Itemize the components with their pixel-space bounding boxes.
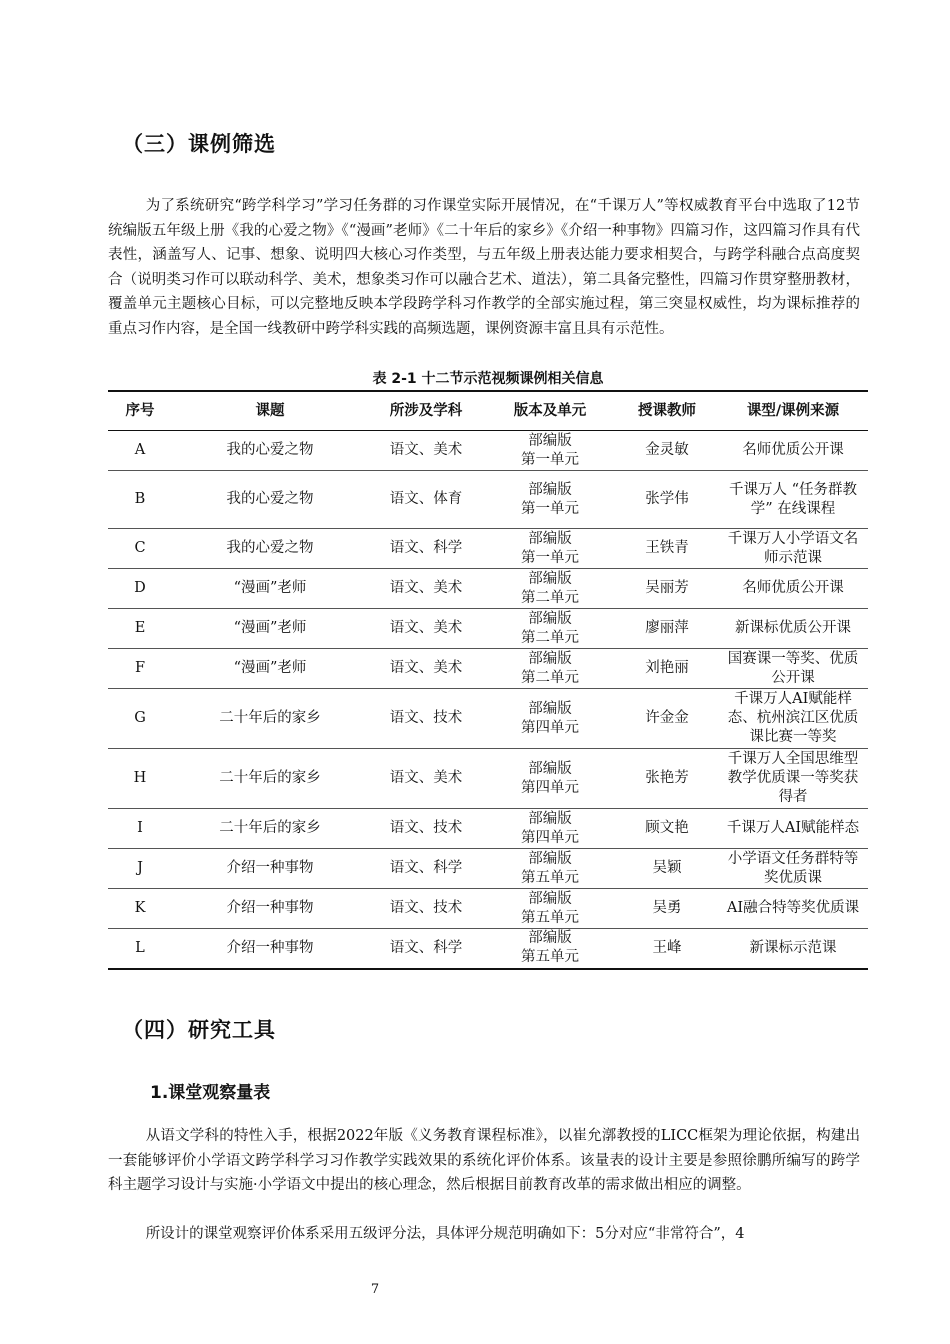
cell-subjects-subjects: 语文、体育 [389, 491, 463, 507]
cell-id [108, 569, 172, 609]
cell-topic-topic: “漫画”老师 [233, 660, 307, 676]
subsection-heading: 1.课堂观察量表 [150, 1083, 271, 1103]
cell-edition-unit-unit: 第四单元 [521, 779, 579, 796]
cell-subjects [368, 929, 484, 969]
cell-id-id: F [134, 660, 146, 676]
cell-edition-unit-edition: 部编版 [528, 650, 572, 667]
cell-teacher [616, 471, 718, 529]
column-header-source: 课型/课例来源 [718, 391, 868, 431]
cell-topic-topic: 我的心爱之物 [226, 442, 314, 458]
cell-topic-topic: 介绍一种事物 [226, 860, 314, 876]
cell-subjects [368, 471, 484, 529]
cell-teacher-teacher: 刘艳丽 [645, 660, 689, 676]
course-cases-table [108, 390, 868, 970]
cell-edition-unit-unit: 第二单元 [521, 589, 579, 606]
cell-teacher-teacher: 王峰 [652, 939, 682, 956]
cell-edition-unit-unit: 第二单元 [521, 629, 579, 646]
cell-id-id: I [137, 820, 143, 836]
cell-source-source: 千课万人小学语文名师示范课 [727, 530, 859, 566]
cell-topic [172, 889, 368, 929]
cell-source [718, 849, 868, 889]
cell-id-id: E [134, 620, 146, 636]
cell-teacher [616, 849, 718, 889]
cell-topic [172, 609, 368, 649]
column-header-subjects: 所涉及学科 [368, 391, 484, 431]
cell-edition-unit [484, 431, 616, 471]
cell-edition-unit-unit: 第二单元 [521, 669, 579, 686]
cell-edition-unit [484, 471, 616, 529]
cell-teacher [616, 609, 718, 649]
cell-teacher-teacher: 许金金 [645, 710, 689, 726]
column-header-topic: 课题 [172, 391, 368, 431]
cell-topic-topic: 介绍一种事物 [226, 939, 314, 956]
cell-id [108, 649, 172, 689]
cell-teacher [616, 569, 718, 609]
table-row [108, 649, 868, 689]
cell-source-source: 新课标优质公开课 [735, 620, 851, 636]
cell-teacher [616, 749, 718, 809]
cell-topic-topic: 我的心爱之物 [226, 540, 314, 556]
cell-edition-unit-unit: 第四单元 [521, 829, 579, 846]
cell-id [108, 929, 172, 969]
cell-subjects [368, 649, 484, 689]
cell-edition-unit-edition: 部编版 [528, 481, 572, 498]
cell-source [718, 431, 868, 471]
cell-edition-unit [484, 569, 616, 609]
table-row [108, 849, 868, 889]
cell-id [108, 809, 172, 849]
cell-subjects [368, 809, 484, 849]
cell-subjects [368, 889, 484, 929]
cell-source [718, 889, 868, 929]
column-header-edition: 版本及单元 [484, 391, 616, 431]
cell-teacher [616, 809, 718, 849]
cell-subjects-subjects: 语文、技术 [389, 710, 463, 726]
cell-id [108, 609, 172, 649]
cell-edition-unit-edition: 部编版 [528, 930, 572, 947]
cell-source [718, 471, 868, 529]
cell-topic [172, 929, 368, 969]
cell-topic-topic: 二十年后的家乡 [219, 770, 321, 786]
cell-topic-topic: 介绍一种事物 [226, 900, 314, 916]
cell-subjects-subjects: 语文、技术 [389, 820, 463, 836]
cell-edition-unit-edition: 部编版 [528, 890, 572, 907]
cell-subjects-subjects: 语文、科学 [389, 860, 463, 876]
cell-id [108, 849, 172, 889]
cell-subjects-subjects: 语文、科学 [389, 939, 463, 956]
cell-edition-unit [484, 649, 616, 689]
cell-source-source: 千课万人全国思维型教学优质课一等奖获得者 [727, 751, 859, 805]
cell-source [718, 749, 868, 809]
cell-teacher-teacher: 吴丽芳 [645, 580, 689, 596]
cell-id-id: J [137, 860, 143, 876]
column-header-id: 序号 [108, 391, 172, 431]
page-number: 7 [370, 1282, 380, 1297]
body-paragraph: 所设计的课堂观察评价体系采用五级评分法，具体评分规范明确如下：5分对应“非常符合”，4 [145, 1226, 745, 1242]
cell-id [108, 529, 172, 569]
cell-edition-unit [484, 529, 616, 569]
cell-topic [172, 569, 368, 609]
cell-edition-unit-edition: 部编版 [528, 760, 572, 777]
cell-topic-topic: “漫画”老师 [233, 580, 307, 596]
body-paragraph: 从语文学科的特性入手，根据2022年版《义务教育课程标准》，以崔允漷教授的LICC框架为理论依据，构建出一套能够评价小学语文跨学科学习习作教学实践效果的系统化评价体系。该量表的设计主要是参照徐鹏所编写的跨学科主题学习设计与实施·小学语文中提出的核心理念，然后根据目前教育改革的需求做出相应的调整。 [108, 1128, 860, 1193]
cell-id [108, 749, 172, 809]
cell-edition-unit-unit: 第五单元 [521, 869, 579, 886]
cell-source [718, 929, 868, 969]
cell-topic-topic: 二十年后的家乡 [219, 710, 321, 726]
cell-source-source: 千课万人AI赋能样态 [726, 820, 860, 836]
cell-topic-topic: 我的心爱之物 [226, 491, 314, 507]
table-row [108, 809, 868, 849]
cell-subjects [368, 609, 484, 649]
cell-edition-unit-edition: 部编版 [528, 700, 572, 717]
cell-teacher-teacher: 张艳芳 [645, 770, 689, 786]
cell-teacher [616, 431, 718, 471]
cell-source [718, 529, 868, 569]
cell-teacher [616, 649, 718, 689]
cell-source-source: 千课万人AI赋能样态、杭州滨江区优质课比赛一等奖 [727, 691, 859, 745]
cell-topic [172, 689, 368, 749]
cell-edition-unit-unit: 第五单元 [521, 949, 579, 966]
section-heading: （四）研究工具 [122, 1018, 276, 1042]
cell-edition-unit [484, 689, 616, 749]
cell-subjects [368, 689, 484, 749]
cell-id-id: K [134, 900, 146, 916]
cell-source-source: 千课万人 “任务群教学” 在线课程 [728, 481, 858, 517]
section-heading: （三）课例筛选 [122, 132, 276, 156]
cell-teacher [616, 689, 718, 749]
table-row [108, 689, 868, 749]
cell-edition-unit-edition: 部编版 [528, 810, 572, 827]
cell-source-source: 国赛课一等奖、优质公开课 [727, 650, 859, 686]
cell-subjects-subjects: 语文、美术 [389, 442, 463, 458]
cell-source [718, 569, 868, 609]
cell-source-source: AI融合特等奖优质课 [726, 900, 860, 916]
cell-subjects [368, 529, 484, 569]
cell-teacher-teacher: 廖丽萍 [645, 620, 689, 636]
cell-id-id: B [134, 491, 146, 507]
cell-edition-unit-unit: 第一单元 [521, 451, 579, 468]
table-caption: 表 2-1 十二节示范视频课例相关信息 [372, 371, 604, 387]
cell-topic [172, 649, 368, 689]
cell-edition-unit-edition: 部编版 [528, 610, 572, 627]
table-row [108, 471, 868, 529]
column-header-teacher: 授课教师 [616, 391, 718, 431]
cell-id-id: G [134, 710, 146, 726]
cell-teacher [616, 929, 718, 969]
cell-id [108, 889, 172, 929]
cell-edition-unit-edition: 部编版 [528, 530, 572, 547]
table-row [108, 609, 868, 649]
cell-teacher-teacher: 顾文艳 [645, 820, 689, 836]
table-row [108, 569, 868, 609]
cell-source [718, 689, 868, 749]
cell-edition-unit [484, 609, 616, 649]
cell-subjects-subjects: 语文、美术 [389, 770, 463, 786]
cell-id [108, 471, 172, 529]
cell-teacher [616, 889, 718, 929]
cell-subjects-subjects: 语文、美术 [389, 580, 463, 596]
cell-teacher-teacher: 张学伟 [645, 491, 689, 507]
cell-edition-unit [484, 749, 616, 809]
cell-teacher-teacher: 吴勇 [652, 900, 682, 916]
cell-topic [172, 749, 368, 809]
cell-source [718, 809, 868, 849]
table-row [108, 889, 868, 929]
cell-edition-unit [484, 929, 616, 969]
cell-edition-unit-edition: 部编版 [528, 432, 572, 449]
cell-id-id: D [134, 580, 146, 596]
cell-edition-unit-unit: 第五单元 [521, 909, 579, 926]
cell-topic [172, 849, 368, 889]
cell-source [718, 609, 868, 649]
cell-source-source: 新课标示范课 [749, 939, 837, 956]
cell-teacher-teacher: 王铁青 [645, 540, 689, 556]
cell-id [108, 689, 172, 749]
table-row [108, 529, 868, 569]
cell-subjects [368, 569, 484, 609]
cell-id-id: A [134, 442, 146, 458]
cell-subjects [368, 849, 484, 889]
cell-teacher-teacher: 金灵敏 [645, 442, 689, 458]
cell-topic-topic: “漫画”老师 [233, 620, 307, 636]
cell-id-id: H [133, 770, 147, 786]
cell-topic [172, 471, 368, 529]
cell-subjects [368, 749, 484, 809]
cell-source [718, 649, 868, 689]
table-row [108, 431, 868, 471]
cell-edition-unit-unit: 第一单元 [521, 500, 579, 517]
body-paragraph: 为了系统研究“跨学科学习”学习任务群的习作课堂实际开展情况，在“千课万人”等权威教育平台中选取了12节统编版五年级上册《我的心爱之物》《“漫画”老师》《二十年后的家乡》《介绍一种事物》四篇习作，这四篇习作具有代表性，涵盖写人、记事、想象、说明四大核心习作类型，与五年级上册表达能力要求相契合，与跨学科融合点高度契合（说明类习作可以联动科学、美术，想象类习作可以融合艺术、道法），第二具备完整性，四篇习作贯穿整册教材，覆盖单元主题核心目标，可以完整地反映本学段跨学科习作教学的全部实施过程，第三突显权威性，均为课标推荐的重点习作内容，是全国一线教研中跨学科实践的高频选题，课例资源丰富且具有示范性。 [108, 198, 860, 337]
cell-edition-unit [484, 849, 616, 889]
cell-edition-unit [484, 809, 616, 849]
table-row [108, 749, 868, 809]
cell-subjects-subjects: 语文、技术 [389, 900, 463, 916]
cell-edition-unit-edition: 部编版 [528, 570, 572, 587]
cell-subjects-subjects: 语文、美术 [389, 660, 463, 676]
cell-source-source: 小学语文任务群特等奖优质课 [727, 850, 859, 886]
cell-subjects-subjects: 语文、美术 [389, 620, 463, 636]
cell-topic [172, 809, 368, 849]
cell-edition-unit-unit: 第一单元 [521, 549, 579, 566]
cell-teacher-teacher: 吴颖 [652, 860, 682, 876]
cell-topic [172, 431, 368, 471]
cell-edition-unit-edition: 部编版 [528, 850, 572, 867]
cell-edition-unit [484, 889, 616, 929]
table-row [108, 929, 868, 969]
cell-subjects-subjects: 语文、科学 [389, 540, 463, 556]
table-header-row [108, 391, 868, 431]
cell-subjects [368, 431, 484, 471]
cell-source-source: 名师优质公开课 [742, 580, 844, 596]
cell-id-id: L [135, 939, 145, 956]
cell-id [108, 431, 172, 471]
cell-id-id: C [134, 540, 146, 556]
cell-topic [172, 529, 368, 569]
cell-topic-topic: 二十年后的家乡 [219, 820, 321, 836]
cell-edition-unit-unit: 第四单元 [521, 719, 579, 736]
cell-source-source: 名师优质公开课 [742, 442, 844, 458]
cell-teacher [616, 529, 718, 569]
